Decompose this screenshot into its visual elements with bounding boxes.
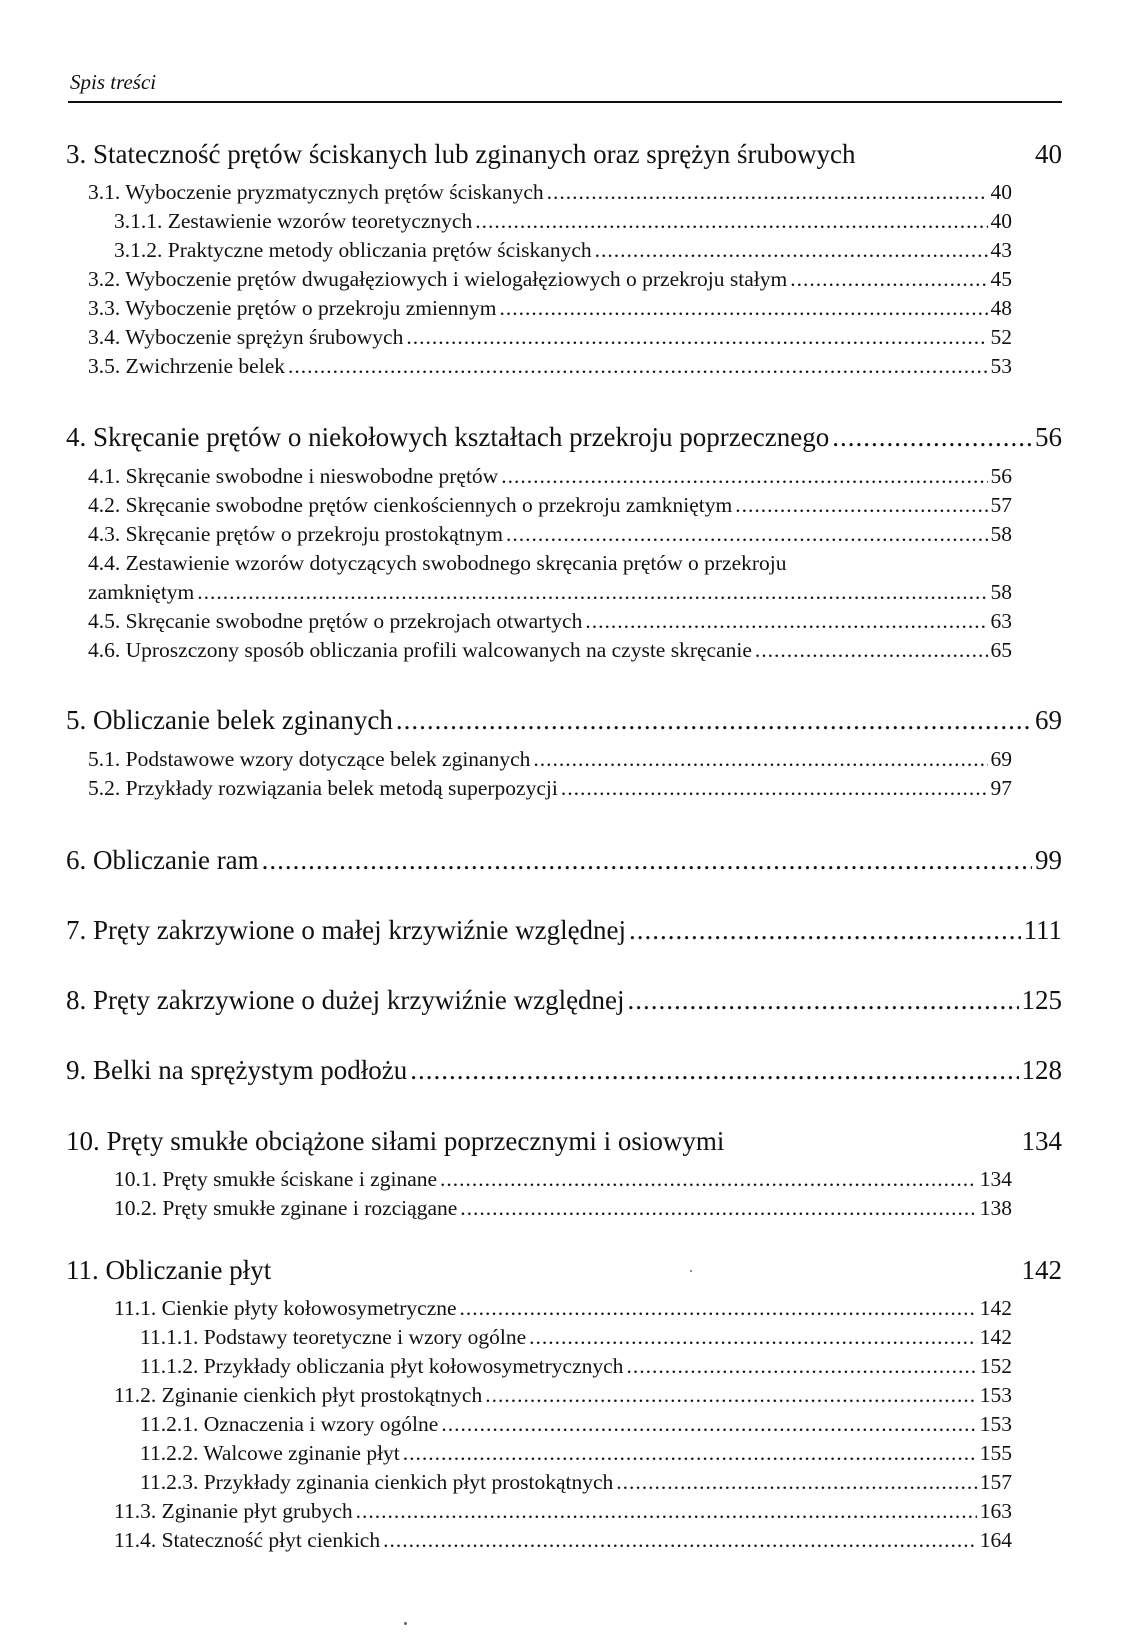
toc-section[interactable] (88, 522, 1012, 547)
toc-entry-label: 4.1. Skręcanie swobodne i nieswobodne prętów (88, 464, 499, 488)
toc-section[interactable] (114, 238, 1012, 263)
toc-leader (383, 1528, 977, 1553)
toc-entry-label: 6. Obliczanie ram (66, 845, 259, 875)
toc-page-number: 163 (979, 1499, 1012, 1523)
toc-page-number: 152 (979, 1354, 1012, 1378)
toc-section[interactable] (88, 354, 1012, 379)
toc-section[interactable] (88, 609, 1012, 634)
toc-leader (501, 464, 987, 489)
toc-chapter-8[interactable] (66, 985, 1062, 1016)
toc-page-number: 97 (990, 776, 1012, 800)
toc-leader (406, 325, 987, 350)
running-header: Spis treści (70, 70, 157, 94)
toc-entry-label: 11.2.2. Walcowe zginanie płyt (140, 1441, 400, 1465)
toc-page-number: 40 (990, 209, 1012, 233)
toc-page-number: 53 (990, 354, 1012, 378)
toc-leader (475, 209, 987, 234)
toc-entry-label: 5. Obliczanie belek zginanych (66, 705, 393, 735)
scan-speck (404, 1622, 407, 1625)
header-rule (68, 101, 1062, 103)
toc-page-number: 142 (979, 1325, 1012, 1349)
toc-page-number: 134 (1021, 1126, 1062, 1156)
toc-leader (506, 522, 988, 547)
toc-entry-label: 11.2.3. Przykłady zginania cienkich płyt prostokątnych (140, 1470, 614, 1494)
toc-section[interactable] (88, 638, 1012, 663)
toc-entry-label: 10.1. Pręty smukłe ściskane i zginane (114, 1167, 438, 1191)
toc-chapter-11[interactable] (66, 1255, 1062, 1286)
toc-page-number: 56 (1035, 422, 1062, 452)
toc-page-number: 155 (979, 1441, 1012, 1465)
toc-leader (460, 1296, 977, 1321)
toc-entry-label: 3.3. Wyboczenie prętów o przekroju zmiennym (88, 296, 497, 320)
toc-leader (288, 354, 988, 379)
toc-entry-label: 4.6. Uproszczony sposób obliczania profili walcowanych na czyste skręcanie (88, 638, 752, 662)
toc-entry-label: 11. Obliczanie płyt (66, 1255, 272, 1285)
toc-entry-label: 11.1.2. Przykłady obliczania płyt kołowosymetrycznych (140, 1354, 624, 1378)
toc-leader (441, 1412, 976, 1437)
toc-chapter-5[interactable] (66, 705, 1062, 736)
toc-entry-label: 3.4. Wyboczenie sprężyn śrubowych (88, 325, 404, 349)
toc-leader (585, 609, 987, 634)
toc-leader (403, 1441, 977, 1466)
toc-entry-label: 7. Pręty zakrzywione o małej krzywiźnie względnej (66, 915, 627, 945)
toc-page-number: 69 (1035, 705, 1062, 735)
toc-entry-label: 11.1.1. Podstawy teoretyczne i wzory ogólne (140, 1325, 527, 1349)
toc-leader (561, 776, 988, 801)
toc-leader (533, 747, 987, 772)
toc-leader (499, 296, 987, 321)
toc-page-number: 57 (990, 493, 1012, 517)
toc-section[interactable] (114, 1499, 1012, 1524)
toc-entry-label: 4.4. Zestawienie wzorów dotyczących swobodnego skręcania prętów o przekroju (88, 551, 787, 575)
toc-leader (832, 422, 1032, 453)
toc-page-number: 157 (979, 1470, 1012, 1494)
toc-entry-label: 10.2. Pręty smukłe zginane i rozciągane (114, 1196, 458, 1220)
toc-leader (197, 580, 987, 605)
toc-page-number: 142 (979, 1296, 1012, 1320)
toc-entry-label: 3.1.2. Praktyczne metody obliczania prętów ściskanych (114, 238, 592, 262)
toc-section[interactable] (88, 493, 1012, 518)
toc-leader (595, 238, 988, 263)
toc-leader (735, 493, 987, 518)
toc-section[interactable] (88, 325, 1012, 350)
toc-leader (410, 1055, 1018, 1086)
toc-entry-label: 3. Stateczność prętów ściskanych lub zginanych oraz sprężyn śrubowych (66, 139, 856, 169)
toc-chapter-7[interactable] (66, 915, 1062, 946)
toc-entry-label: 11.2. Zginanie cienkich płyt prostokątnych (114, 1383, 483, 1407)
toc-entry-label: 4.2. Skręcanie swobodne prętów cienkościennych o przekroju zamkniętym (88, 493, 733, 517)
toc-page-number: 99 (1035, 845, 1062, 875)
toc-leader (262, 845, 1032, 876)
toc-section[interactable] (114, 1196, 1012, 1221)
toc-entry-label: 3.1. Wyboczenie pryzmatycznych prętów ściskanych (88, 180, 544, 204)
toc-section-continuation[interactable] (88, 580, 1012, 605)
toc-chapter-4[interactable] (66, 422, 1062, 453)
toc-entry-label: 8. Pręty zakrzywione o dużej krzywiźnie względnej (66, 985, 625, 1015)
toc-section[interactable] (114, 209, 1012, 234)
toc-section[interactable] (88, 747, 1012, 772)
toc-leader (626, 1354, 976, 1379)
toc-page-number: 43 (990, 238, 1012, 262)
toc-entry-label: 11.4. Stateczność płyt cienkich (114, 1528, 381, 1552)
toc-section[interactable] (88, 464, 1012, 489)
toc-section[interactable] (140, 1412, 1012, 1437)
toc-page-number: 56 (990, 464, 1012, 488)
toc-page-number: 63 (990, 609, 1012, 633)
scan-speck (690, 1270, 692, 1272)
toc-section[interactable] (114, 1167, 1012, 1192)
toc-page-number: 40 (990, 180, 1012, 204)
toc-page-number: 153 (979, 1383, 1012, 1407)
toc-leader (529, 1325, 977, 1350)
toc-section[interactable] (88, 551, 1012, 576)
toc-chapter-6[interactable] (66, 845, 1062, 876)
toc-page-number: 45 (990, 267, 1012, 291)
toc-entry-label: 11.3. Zginanie płyt grubych (114, 1499, 353, 1523)
toc-page-number: 138 (979, 1196, 1012, 1220)
toc-chapter-9[interactable] (66, 1055, 1062, 1086)
toc-page-number: 52 (990, 325, 1012, 349)
toc-leader (485, 1383, 977, 1408)
toc-section[interactable] (140, 1354, 1012, 1379)
toc-section[interactable] (114, 1296, 1012, 1321)
toc-leader (356, 1499, 977, 1524)
toc-page-number: 58 (990, 522, 1012, 546)
toc-entry-label: 3.5. Zwichrzenie belek (88, 354, 285, 378)
toc-section[interactable] (114, 1383, 1012, 1408)
toc-page-number: 40 (1035, 139, 1062, 169)
toc-section[interactable] (88, 296, 1012, 321)
toc-entry-label: 4.5. Skręcanie swobodne prętów o przekrojach otwartych (88, 609, 583, 633)
toc-entry-label: zamkniętym (88, 580, 195, 604)
toc-section[interactable] (88, 776, 1012, 801)
toc-chapter-3[interactable] (66, 139, 1062, 170)
toc-entry-label: 11.2.1. Oznaczenia i wzory ogólne (140, 1412, 439, 1436)
toc-page-number: 65 (990, 638, 1012, 662)
toc-section[interactable] (140, 1470, 1012, 1495)
toc-page-number: 153 (979, 1412, 1012, 1436)
toc-entry-label: 3.2. Wyboczenie prętów dwugałęziowych i wielogałęziowych o przekroju stałym (88, 267, 788, 291)
toc-section[interactable] (114, 1528, 1012, 1553)
toc-page-number: 58 (990, 580, 1012, 604)
toc-leader (629, 915, 1020, 946)
toc-page-number: 164 (979, 1528, 1012, 1552)
toc-leader (440, 1167, 977, 1192)
toc-leader (790, 267, 987, 292)
toc-entry-label: 5.1. Podstawowe wzory dotyczące belek zginanych (88, 747, 531, 771)
toc-leader (396, 705, 1032, 736)
toc-entry-label: 11.1. Cienkie płyty kołowosymetryczne (114, 1296, 457, 1320)
toc-section[interactable] (140, 1441, 1012, 1466)
toc-page-number: 142 (1021, 1255, 1062, 1285)
toc-section[interactable] (88, 180, 1012, 205)
toc-entry-label: 9. Belki na sprężystym podłożu (66, 1055, 408, 1085)
toc-entry-label: 4.3. Skręcanie prętów o przekroju prostokątnym (88, 522, 503, 546)
toc-page-number: 134 (979, 1167, 1012, 1191)
toc-page-number: 48 (990, 296, 1012, 320)
toc-page-number: 111 (1023, 915, 1062, 945)
toc-leader (628, 985, 1019, 1016)
toc-section[interactable] (140, 1325, 1012, 1350)
toc-leader (547, 180, 988, 205)
toc-entry-label: 5.2. Przykłady rozwiązania belek metodą superpozycji (88, 776, 558, 800)
toc-section[interactable] (88, 267, 1012, 292)
toc-entry-label: 3.1.1. Zestawienie wzorów teoretycznych (114, 209, 473, 233)
toc-chapter-10[interactable] (66, 1126, 1062, 1157)
toc-leader (755, 638, 988, 663)
toc-page-number: 125 (1021, 985, 1062, 1015)
toc-leader (616, 1470, 976, 1495)
toc-entry-label: 10. Pręty smukłe obciążone siłami poprzecznymi i osiowymi (66, 1126, 725, 1156)
toc-entry-label: 4. Skręcanie prętów o niekołowych kształtach przekroju poprzecznego (66, 422, 830, 452)
toc-leader (460, 1196, 976, 1221)
toc-page-number: 69 (990, 747, 1012, 771)
toc-page-number: 128 (1021, 1055, 1062, 1085)
